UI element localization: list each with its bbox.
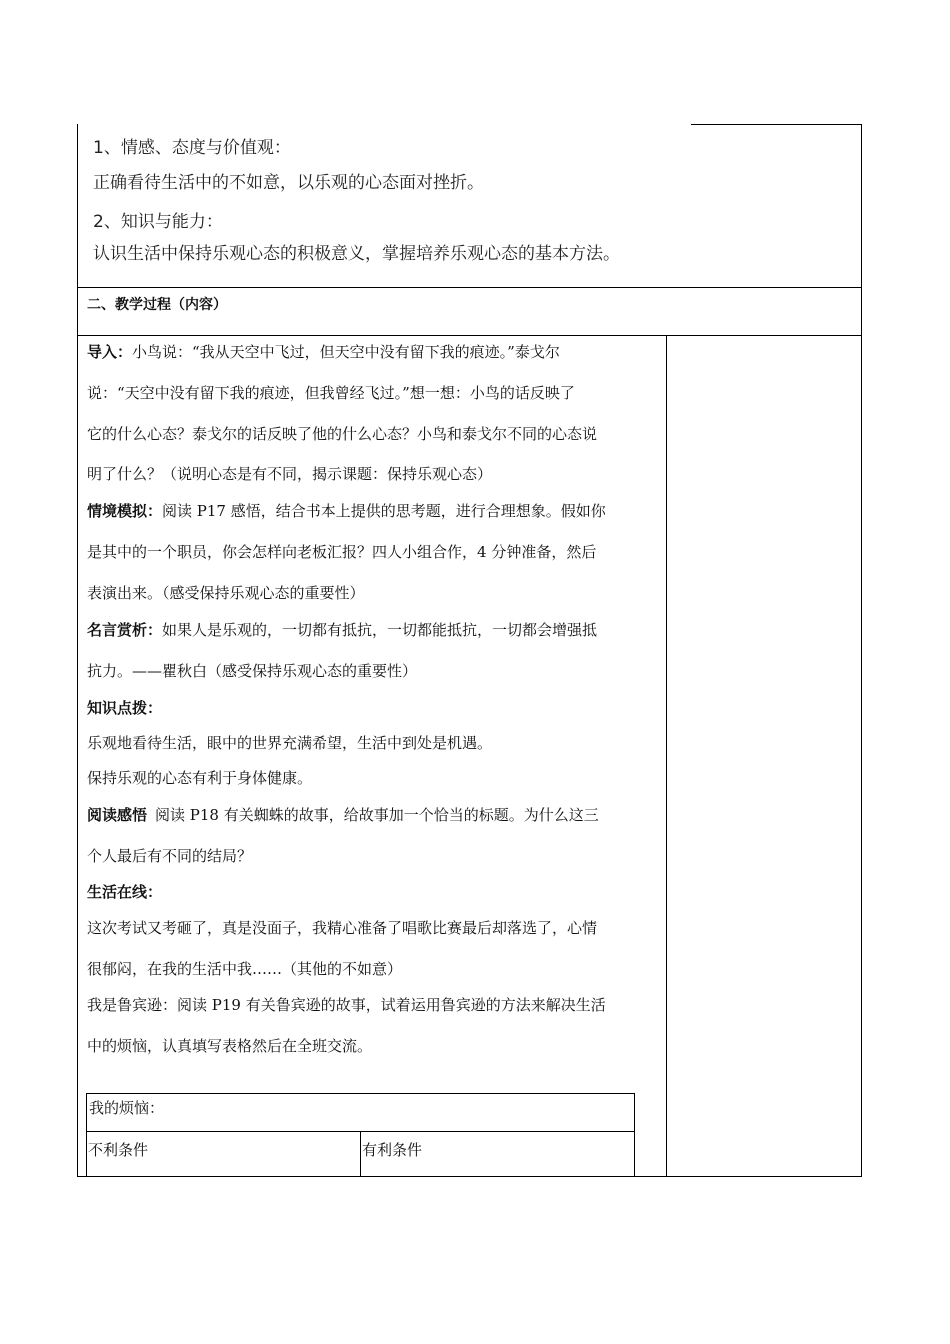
favorable-conditions-label: 有利条件 <box>362 1141 423 1159</box>
scenario-line-2: 是其中的一个职员，你会怎样向老板汇报？四人小组合作，4 分钟准备，然后 <box>87 543 597 561</box>
reading-line-1 <box>87 804 599 825</box>
life-line-2: 很郁闷，在我的生活中我……（其他的不如意） <box>87 960 403 978</box>
unfavorable-conditions-label: 不利条件 <box>88 1141 149 1159</box>
worksheet-top-border <box>86 1093 635 1094</box>
life-label: 生活在线： <box>87 883 163 901</box>
reading-label: 阅读感悟 <box>87 806 148 824</box>
intro-label: 导入： <box>87 343 133 361</box>
intro-text: 小鸟说：“我从天空中飞过，但天空中没有留下我的痕迹。”泰戈尔 <box>132 343 560 361</box>
table-left-border <box>77 124 78 1177</box>
intro-line-4: 明了什么？（说明心态是有不同，揭示课题：保持乐观心态） <box>87 465 493 483</box>
reading-line-2: 个人最后有不同的结局？ <box>87 847 253 865</box>
worksheet-right-border <box>634 1093 635 1177</box>
intro-line-1 <box>87 341 560 362</box>
content-column-divider <box>666 335 667 1177</box>
knowledge-label: 知识点拨： <box>87 699 163 717</box>
knowledge-line-2: 保持乐观的心态有利于身体健康。 <box>87 769 313 787</box>
emotion-objective-text: 正确看待生活中的不如意，以乐观的心态面对挫折。 <box>93 173 484 193</box>
quote-line-2: 抗力。——瞿秋白（感受保持乐观心态的重要性） <box>87 662 418 680</box>
life-line-1: 这次考试又考砸了，真是没面子，我精心准备了唱歌比赛最后却落选了，心情 <box>87 919 598 937</box>
reading-text: 阅读 P18 有关蜘蛛的故事，给故事加一个恰当的标题。为什么这三 <box>155 806 599 824</box>
scenario-text: 阅读 P17 感悟，结合书本上提供的思考题，进行合理想象。假如你 <box>162 502 606 520</box>
quote-label: 名言赏析： <box>87 621 163 639</box>
worksheet-left-border <box>86 1093 87 1177</box>
worksheet-column-divider <box>360 1131 361 1177</box>
intro-line-3: 它的什么心态？泰戈尔的话反映了他的什么心态？小鸟和泰戈尔不同的心态说 <box>87 425 598 443</box>
emotion-objective-heading: 1、情感、态度与价值观： <box>93 138 291 158</box>
life-line-3: 我是鲁宾逊：阅读 P19 有关鲁宾逊的故事，试着运用鲁宾逊的方法来解决生活 <box>87 996 606 1014</box>
intro-line-2: 说：“天空中没有留下我的痕迹，但我曾经飞过。”想一想：小鸟的话反映了 <box>87 384 575 402</box>
scenario-label: 情境模拟： <box>87 502 163 520</box>
quote-text: 如果人是乐观的，一切都有抵抗，一切都能抵抗，一切都会增强抵 <box>162 621 598 639</box>
table-right-border <box>861 124 862 1177</box>
scenario-line-3: 表演出来。（感受保持乐观心态的重要性） <box>87 584 365 602</box>
objectives-bottom-border <box>77 287 862 288</box>
quote-line-1 <box>87 619 597 640</box>
trouble-field-label: 我的烦恼： <box>89 1099 165 1117</box>
scenario-line-1 <box>87 500 606 521</box>
process-title-bottom-border <box>77 335 862 336</box>
life-line-4: 中的烦恼，认真填写表格然后在全班交流。 <box>87 1037 373 1055</box>
knowledge-objective-heading: 2、知识与能力： <box>93 212 223 232</box>
knowledge-line-1: 乐观地看待生活，眼中的世界充满希望，生活中到处是机遇。 <box>87 734 493 752</box>
knowledge-objective-text: 认识生活中保持乐观心态的积极意义，掌握培养乐观心态的基本方法。 <box>93 244 620 264</box>
table-top-border <box>691 124 862 125</box>
process-title: 二、教学过程（内容） <box>87 297 227 313</box>
